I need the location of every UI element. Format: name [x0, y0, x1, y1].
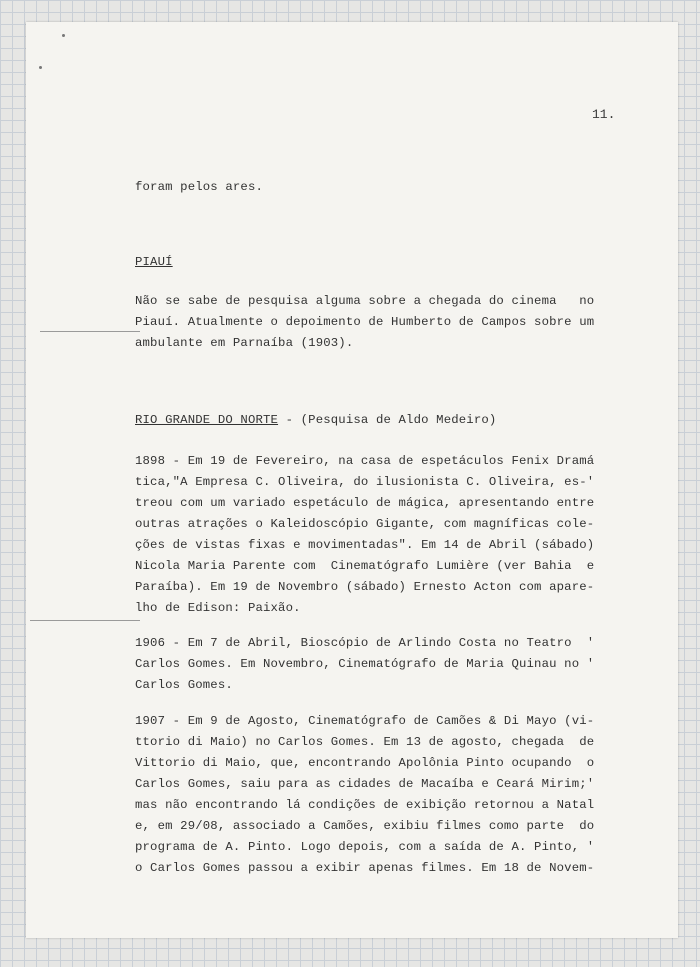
section-heading [135, 413, 496, 427]
text-line: ttorio di Maio) no Carlos Gomes. Em 13 de agosto, chegada de [135, 735, 595, 749]
page-number: 11. [592, 107, 616, 122]
text-line: Não se sabe de pesquisa alguma sobre a chegada do cinema no [135, 294, 595, 308]
heading-suffix: - (Pesquisa de Aldo Medeiro) [278, 413, 497, 427]
text-line: ções de vistas fixas e movimentadas". Em 14 de Abril (sábado) [135, 538, 595, 552]
text-line: Carlos Gomes, saiu para as cidades de Macaíba e Ceará Mirim;' [135, 777, 595, 791]
text-line: 1906 - Em 7 de Abril, Bioscópio de Arlindo Costa no Teatro ' [135, 636, 595, 650]
text-line: mas não encontrando lá condições de exibição retornou a Natal [135, 798, 595, 812]
text-line: Paraíba). Em 19 de Novembro (sábado) Ernesto Acton com apare- [135, 580, 595, 594]
text-line: o Carlos Gomes passou a exibir apenas filmes. Em 18 de Novem- [135, 861, 595, 875]
text-line: Vittorio di Maio, que, encontrando Apolônia Pinto ocupando o [135, 756, 595, 770]
text-line: 1898 - Em 19 de Fevereiro, na casa de espetáculos Fenix Dramá [135, 454, 595, 468]
text-line: treou com um variado espetáculo de mágica, apresentando entre [135, 496, 595, 510]
text-line: Carlos Gomes. Em Novembro, Cinematógrafo de Maria Quinau no ' [135, 657, 595, 671]
text-line: tica,"A Empresa C. Oliveira, do ilusionista C. Oliveira, es-' [135, 475, 595, 489]
text-line: 1907 - Em 9 de Agosto, Cinematógrafo de Camões & Di Mayo (vi- [135, 714, 595, 728]
text-line: outras atrações o Kaleidoscópio Gigante, com magníficas cole- [135, 517, 595, 531]
text-line: e, em 29/08, associado a Camões, exibiu filmes como parte do [135, 819, 595, 833]
text-line: Nicola Maria Parente com Cinematógrafo Lumière (ver Bahia e [135, 559, 595, 573]
text-line: Carlos Gomes. [135, 678, 233, 692]
text-line: lho de Edison: Paixão. [135, 601, 301, 615]
speck [39, 66, 42, 69]
section-heading [135, 255, 173, 269]
text-line: ambulante em Parnaíba (1903). [135, 336, 354, 350]
speck [62, 34, 65, 37]
text-line: programa de A. Pinto. Logo depois, com a saída de A. Pinto, ' [135, 840, 595, 854]
text-line: foram pelos ares. [135, 180, 263, 194]
heading-text: RIO GRANDE DO NORTE [135, 413, 279, 427]
text-line: Piauí. Atualmente o depoimento de Humberto de Campos sobre um [135, 315, 595, 329]
margin-line [40, 331, 140, 332]
heading-text: PIAUÍ [135, 255, 173, 269]
margin-line [30, 620, 140, 621]
